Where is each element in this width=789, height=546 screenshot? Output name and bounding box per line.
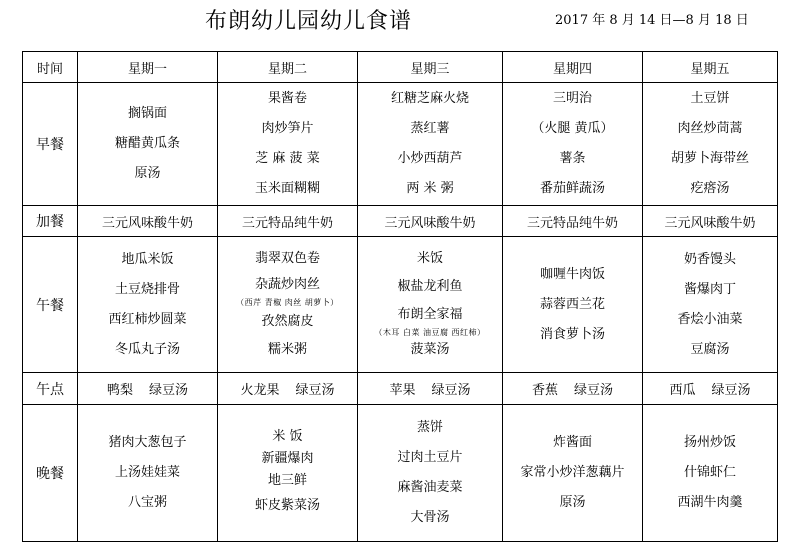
dinner-mon — [78, 405, 218, 542]
dish: 香烩小油菜 — [677, 311, 743, 327]
dish: 小炒西葫芦 — [397, 151, 463, 166]
meal-label-dinner: 晚餐 — [23, 405, 78, 542]
dish: 孜然腐皮 — [261, 314, 314, 329]
snack-fruit: 苹果 — [389, 383, 416, 398]
dish: 家常小炒洋葱藕片 — [520, 465, 625, 480]
dish: 蒜蓉西兰花 — [539, 296, 605, 312]
dish: 疙瘩汤 — [690, 181, 730, 196]
dish: 布朗全家福 — [397, 307, 463, 322]
lunch-tue — [218, 237, 358, 373]
dish: 消食萝卜汤 — [539, 326, 605, 342]
breakfast-fri — [643, 83, 778, 206]
dish: 蒸饼 — [416, 420, 443, 435]
breakfast-row — [23, 83, 778, 206]
dish: 肉炒笋片 — [261, 121, 314, 136]
dish: 肉丝炒茼蒿 — [677, 121, 743, 136]
dish: 原汤 — [134, 166, 161, 181]
dinner-row — [23, 405, 778, 542]
dish: 椒盐龙利鱼 — [397, 279, 463, 294]
snack-pm-fri — [643, 373, 778, 405]
breakfast-mon — [78, 83, 218, 206]
dish: 搁锅面 — [127, 106, 167, 121]
dish: 玉米面糊糊 — [254, 181, 320, 196]
dish: 米 饭 — [272, 429, 303, 444]
menu-table — [22, 51, 778, 542]
lunch-mon — [78, 237, 218, 373]
snack-fruit: 西瓜 — [669, 383, 696, 398]
dinner-thu — [503, 405, 643, 542]
date-range: 2017 年 8 月 14 日—8 月 18 日 — [555, 13, 749, 28]
breakfast-tue — [218, 83, 358, 206]
snack-drink: 绿豆汤 — [431, 383, 471, 398]
snack-am-thu: 三元特品纯牛奶 — [503, 206, 643, 237]
dish: 土豆烧排骨 — [114, 281, 180, 297]
dish: 杂蔬炒肉丝 — [254, 277, 320, 292]
dish: 豆腐汤 — [690, 341, 730, 357]
day-header-tue: 星期二 — [218, 52, 358, 83]
dish: 果酱卷 — [267, 91, 307, 106]
day-header-mon: 星期一 — [78, 52, 218, 83]
meal-label-snack-am: 加餐 — [23, 206, 78, 237]
lunch-row — [23, 237, 778, 373]
snack-fruit: 香蕉 — [531, 383, 558, 398]
dish: 什锦虾仁 — [683, 465, 736, 480]
dish-note: （木耳 白菜 油豆腐 西红柿） — [374, 328, 486, 337]
snack-am-tue: 三元特品纯牛奶 — [218, 206, 358, 237]
dish: 西红柿炒圆菜 — [108, 311, 187, 327]
snack-pm-tue — [218, 373, 358, 405]
meal-label-lunch: 午餐 — [23, 237, 78, 373]
dish-note: （西芹 青椒 肉丝 胡萝卜） — [236, 298, 339, 307]
dish: 薯条 — [559, 151, 586, 166]
dish: 地瓜米饭 — [121, 251, 174, 267]
meal-label-snack-pm: 午点 — [23, 373, 78, 405]
dish: 胡萝卜海带丝 — [670, 151, 749, 166]
dish: 蒸红薯 — [410, 121, 450, 136]
snack-pm-mon — [78, 373, 218, 405]
page-title: 布朗幼儿园幼儿食谱 — [205, 9, 413, 34]
dish: 冬瓜丸子汤 — [114, 341, 180, 357]
snack-am-mon: 三元风味酸牛奶 — [78, 206, 218, 237]
dish: 两 米 粥 — [406, 181, 454, 196]
dish: 新疆爆肉 — [261, 451, 314, 466]
dish: 糯米粥 — [267, 342, 307, 357]
dish: 奶香馒头 — [683, 251, 736, 267]
dish: 米饭 — [416, 251, 443, 266]
lunch-fri — [643, 237, 778, 373]
dinner-fri — [643, 405, 778, 542]
dish: 原汤 — [559, 495, 586, 510]
dish: 土豆饼 — [690, 91, 730, 106]
header-row — [23, 52, 778, 83]
snack-pm-wed — [358, 373, 503, 405]
snack-pm-thu — [503, 373, 643, 405]
dish: 猪肉大葱包子 — [108, 435, 187, 450]
time-header: 时间 — [23, 52, 78, 83]
dish: 糖醋黄瓜条 — [114, 136, 180, 151]
dish: 地三鲜 — [267, 473, 307, 488]
dish: 菠菜汤 — [410, 342, 450, 357]
dish: 扬州炒饭 — [683, 435, 736, 450]
dish: 八宝粥 — [127, 495, 167, 510]
snack-am-row — [23, 206, 778, 237]
day-header-wed: 星期三 — [358, 52, 503, 83]
snack-fruit: 鸭梨 — [106, 383, 133, 398]
snack-pm-row — [23, 373, 778, 405]
breakfast-wed — [358, 83, 503, 206]
snack-drink: 绿豆汤 — [711, 383, 751, 398]
dish: 番茄鲜蔬汤 — [539, 181, 605, 196]
dish: （火腿 黄瓜） — [531, 121, 614, 136]
breakfast-thu — [503, 83, 643, 206]
dish: 上汤娃娃菜 — [114, 465, 180, 480]
lunch-thu — [503, 237, 643, 373]
dish: 大骨汤 — [410, 510, 450, 525]
dish: 虾皮紫菜汤 — [254, 498, 320, 513]
snack-am-fri: 三元风味酸牛奶 — [643, 206, 778, 237]
dish: 三明治 — [552, 91, 592, 106]
dish: 红糖芝麻火烧 — [390, 91, 469, 106]
snack-am-wed: 三元风味酸牛奶 — [358, 206, 503, 237]
snack-drink: 绿豆汤 — [149, 383, 189, 398]
dish: 酱爆肉丁 — [683, 281, 736, 297]
day-header-fri: 星期五 — [643, 52, 778, 83]
dish: 西湖牛肉羹 — [677, 495, 743, 510]
dish: 麻酱油麦菜 — [397, 480, 463, 495]
dish: 炸酱面 — [552, 435, 592, 450]
snack-drink: 绿豆汤 — [574, 383, 614, 398]
dinner-tue — [218, 405, 358, 542]
lunch-wed — [358, 237, 503, 373]
dish: 芝 麻 菠 菜 — [255, 151, 320, 166]
snack-fruit: 火龙果 — [240, 383, 280, 398]
dish: 翡翠双色卷 — [254, 251, 320, 266]
day-header-thu: 星期四 — [503, 52, 643, 83]
dish: 过肉土豆片 — [397, 450, 463, 465]
dinner-wed — [358, 405, 503, 542]
meal-label-breakfast: 早餐 — [23, 83, 78, 206]
snack-drink: 绿豆汤 — [295, 383, 335, 398]
dish: 咖喱牛肉饭 — [539, 266, 605, 282]
